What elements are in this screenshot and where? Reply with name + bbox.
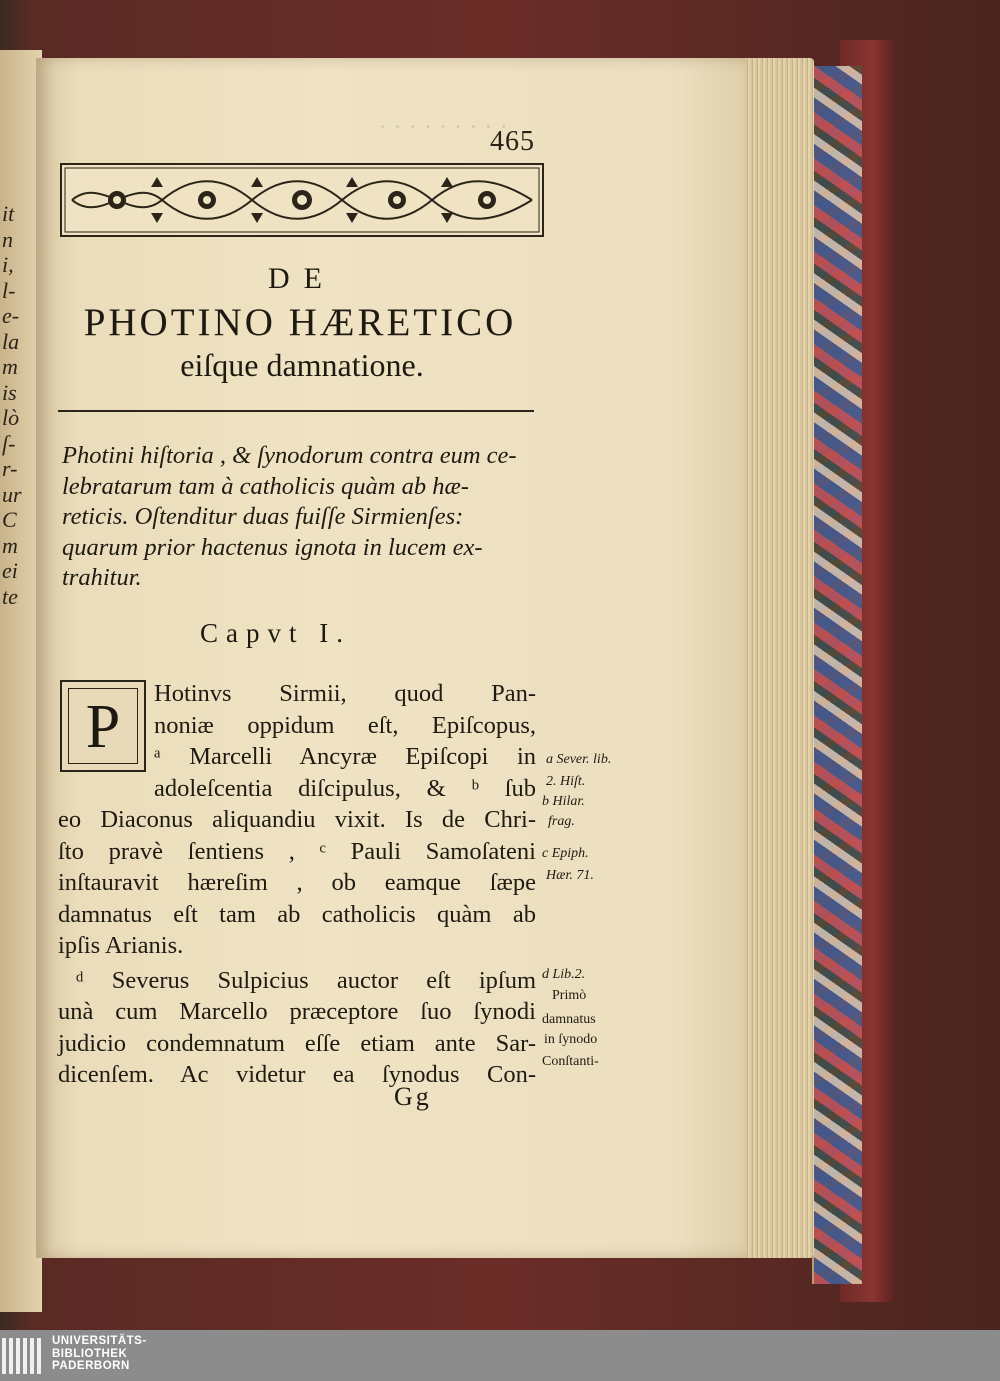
body-text (58, 678, 536, 1091)
title-subtitle: eiſque damnatione. (180, 347, 424, 383)
title-rule (58, 410, 534, 412)
text-line: ſto pravè ſentiens , ᶜ Pauli Samoſateni (58, 837, 536, 865)
margin-note: d Lib.2. (542, 967, 586, 982)
floral-ornament-icon (62, 165, 542, 235)
left-page-fragment: is (2, 379, 17, 405)
margin-note: Conſtanti- (542, 1054, 599, 1069)
chapter-summary (62, 441, 537, 594)
text-line: inſtauravit hæreſim , ob eamque ſæpe (58, 869, 536, 896)
text-line: damnatus eſt tam ab catholicis quàm ab (58, 900, 536, 928)
margin-note: a Sever. lib. (546, 752, 612, 767)
page-block-edge (740, 58, 814, 1258)
summary-line: lebratarum tam à catholicis quàm ab hæ- (62, 472, 469, 500)
title-main: PHOTINO HÆRETICO (83, 301, 517, 344)
text-line: ipſis Arianis. (58, 932, 184, 959)
catchword: Gg (394, 1082, 432, 1111)
left-page-fragment: m (2, 532, 18, 558)
text-line: unà cum Marcello præceptore ſuo ſynodi (58, 998, 536, 1025)
left-page-fragments (2, 200, 32, 608)
margin-note: damnatus (542, 1012, 596, 1027)
left-page-fragment: e- (2, 303, 20, 328)
summary-line: Photini hiſtoria , & ſynodorum contra eum ce- (62, 442, 517, 469)
margin-note: Primò (552, 988, 587, 1003)
left-page-fragment: i, (2, 252, 14, 277)
text-line: ᵈ Severus Sulpicius auctor eſt ipſum (76, 966, 536, 994)
margin-note: frag. (548, 814, 575, 829)
left-page-fragment: ur (2, 481, 22, 507)
library-footer (0, 1330, 1000, 1381)
margin-note: b Hilar. (542, 794, 585, 809)
title-de: DE (268, 262, 336, 295)
left-page-fragment: ei (2, 558, 18, 583)
chapter-heading: Capvt I. (200, 618, 351, 648)
left-page-fragment: l- (2, 277, 16, 303)
text-line: ᵃ Marcelli Ancyræ Epiſcopi in (154, 743, 536, 770)
library-name-line: UNIVERSITÄTS- (52, 1335, 147, 1347)
page-number: 465 (490, 126, 535, 157)
left-page-fragment: la (2, 328, 20, 354)
library-logo-icon (0, 1338, 50, 1374)
left-page-fragment: C (2, 507, 17, 532)
margin-note: Hær. 71. (546, 868, 594, 883)
text-line: eo Diaconus aliquandiu vixit. Is de Chri- (58, 806, 536, 833)
margin-note: in ſynodo (544, 1032, 598, 1047)
summary-line: reticis. Oſtenditur duas fuiſſe Sirmienſes: (62, 503, 464, 530)
left-page-fragment: n (2, 226, 13, 252)
margin-note: c Epiph. (542, 846, 589, 861)
left-page-fragment: ſ- (2, 430, 16, 456)
text-line: Hotinvs Sirmii, quod Pan- (154, 680, 536, 707)
left-page-fragment: it (2, 201, 15, 226)
text-line: dicenſem. Ac videtur ea ſynodus Con- (58, 1061, 536, 1088)
left-page-fragment: m (2, 354, 18, 379)
text-line: noniæ oppidum eſt, Epiſcopus, (154, 711, 536, 739)
left-page-fragment: te (2, 583, 18, 609)
text-line: adoleſcentia diſcipulus, & ᵇ ſub (154, 774, 536, 802)
drop-cap-letter: P (85, 693, 121, 761)
library-name-line: BIBLIOTHEK (52, 1347, 128, 1360)
marbled-edge (812, 66, 862, 1284)
library-name (52, 1335, 147, 1373)
bleed-through-text: · · · · · · · · · (378, 112, 508, 141)
summary-line: quarum prior hactenus ignota in lucem ex- (62, 533, 483, 561)
text-line: judicio condemnatum eſſe etiam ante Sar- (58, 1029, 536, 1057)
summary-line: trahitur. (62, 564, 142, 591)
left-page-fragment: r- (2, 456, 18, 481)
margin-note: 2. Hiſt. (546, 774, 586, 789)
headpiece-ornament (60, 163, 544, 237)
left-page-fragment: lò (2, 405, 20, 430)
library-name-line: PADERBORN (52, 1360, 130, 1372)
